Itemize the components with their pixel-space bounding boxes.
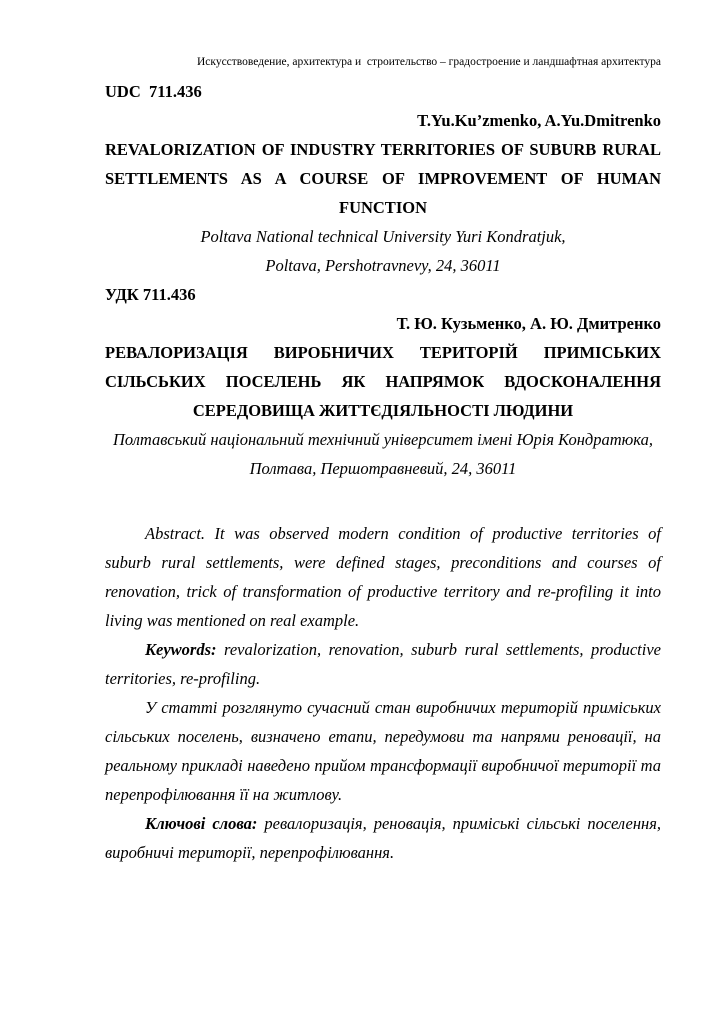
keywords-uk-label: Ключові слова:	[145, 814, 258, 833]
title-uk: РЕВАЛОРИЗАЦІЯ ВИРОБНИЧИХ ТЕРИТОРІЙ ПРИМІСЬКИХ СІЛЬСЬКИХ ПОСЕЛЕНЬ ЯК НАПРЯМОК ВДОСКОНАЛЕННЯ СЕРЕДОВИЩА ЖИТТЄДІЯЛЬНОСТІ ЛЮДИНИ	[105, 343, 661, 420]
running-header: Искусствоведение, архитектура и строительство – градостроение и ландшафтная архитектура	[196, 56, 661, 68]
keywords-uk-text: ревалоризація, реновація, приміські сільські поселення, виробничі території, перепрофілювання.	[105, 814, 661, 862]
abstract-paragraph	[105, 519, 661, 635]
udc-number-en: UDC 711.436	[105, 82, 202, 101]
annotation-uk-paragraph	[105, 693, 661, 809]
affiliation-en-line2: Poltava, Pershotravnevy, 24, 36011	[265, 256, 501, 275]
keywords-en-text: revalorization, renovation, suburb rural settlements, productive territories, re-profiling.	[105, 640, 661, 688]
abstract-label: Abstract.	[145, 524, 206, 543]
udc-number-uk: УДК 711.436	[105, 285, 196, 304]
abstract-text: It was observed modern condition of productive territories of suburb rural settlements, were defined stages, preconditions and courses of renovation, trick of transformation of productive territory and re-profiling it into living was mentioned on real example.	[105, 524, 661, 630]
title-en: REVALORIZATION OF INDUSTRY TERRITORIES OF SUBURB RURAL SETTLEMENTS AS A COURSE OF IMPROVEMENT OF HUMAN FUNCTION	[105, 140, 661, 217]
affiliation-en-line1: Poltava National technical University Yuri Kondratjuk,	[200, 227, 566, 246]
keywords-en-paragraph	[105, 635, 661, 693]
authors-uk: Т. Ю. Кузьменко, А. Ю. Дмитренко	[396, 314, 661, 333]
authors-en: T.Yu.Ku’zmenko, A.Yu.Dmitrenko	[417, 111, 661, 130]
annotation-uk-text: У статті розглянуто сучасний стан виробничих територій приміських сільських поселень, визначено етапи, передумови та напрями реновації, на реальному прикладі наведено прийом трансформації виробничої території та перепрофілювання її на житлову.	[105, 698, 661, 804]
keywords-uk-paragraph	[105, 809, 661, 867]
keywords-en-label: Keywords:	[145, 640, 217, 659]
affiliation-uk-line1: Полтавський національний технічний університет імені Юрія Кондратюка,	[112, 430, 653, 449]
affiliation-uk-line2: Полтава, Першотравневий, 24, 36011	[249, 459, 517, 478]
